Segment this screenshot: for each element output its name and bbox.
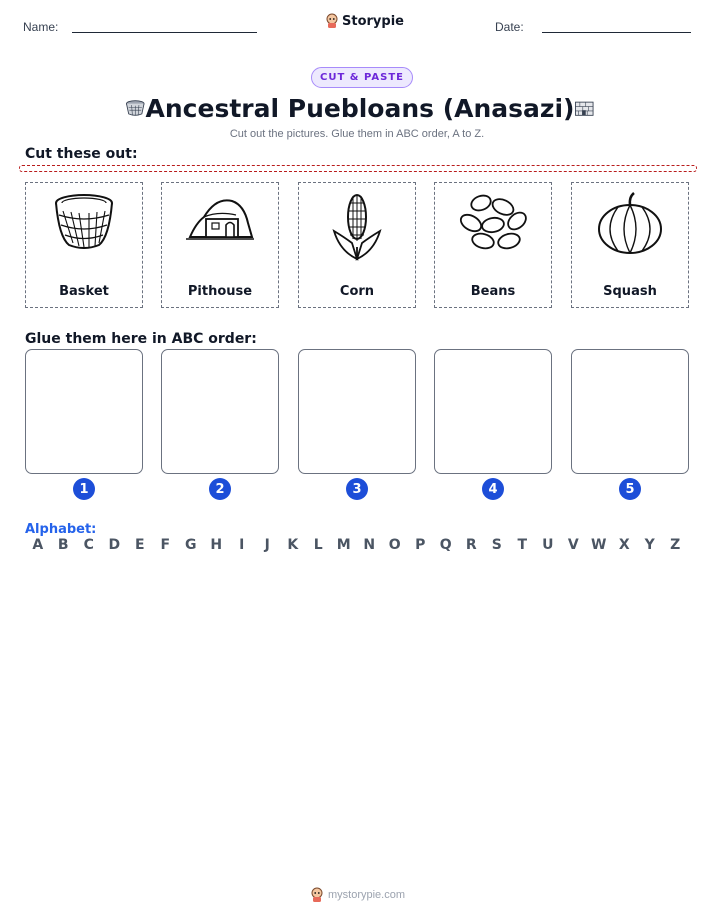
letter: Z [670,537,681,553]
order-number-2: 2 [209,478,231,500]
glue-box-3[interactable] [298,349,416,474]
basket-icon [125,96,146,120]
date-label: Date: [495,20,524,34]
date-line[interactable] [542,32,691,33]
letter: X [618,537,630,553]
pueblo-building-icon [574,96,595,120]
letter: I [239,537,245,553]
glue-section-heading: Glue them here in ABC order: [25,331,257,347]
letter: N [363,537,376,553]
card-label: Beans [470,284,516,299]
glue-box-5[interactable] [571,349,689,474]
letter: W [591,537,607,553]
cut-section-heading: Cut these out: [25,146,138,162]
letter: G [185,537,197,553]
page-title: Ancestral Puebloans (Anasazi) [145,93,575,123]
cut-card-squash[interactable] [571,182,689,308]
storypie-mascot-icon [325,13,339,29]
glue-box-2[interactable] [161,349,279,474]
footer-site[interactable]: mystorypie.com [328,889,406,901]
beans-icon [457,191,529,253]
title-row [125,92,595,124]
subtitle: Cut out the pictures. Glue them in ABC order, A to Z. [229,128,485,140]
footer [310,887,405,903]
cut-line [19,165,697,172]
letter: L [313,537,323,553]
card-label: Squash [603,284,657,299]
brand-name: Storypie [342,13,404,29]
order-number-3: 3 [346,478,368,500]
cut-paste-badge: CUT & PASTE [311,67,413,88]
letter: B [57,537,69,553]
glue-box-4[interactable] [434,349,552,474]
letter: C [83,537,94,553]
letter: T [517,537,528,553]
basket-icon [53,193,115,249]
letter: P [415,537,426,553]
letter: J [264,537,270,553]
letter: R [465,537,477,553]
pithouse-icon [186,193,254,243]
card-label: Corn [339,284,375,299]
cut-card-pithouse[interactable] [161,182,279,308]
letter: K [287,537,299,553]
corn-icon [330,191,384,261]
order-number-5: 5 [619,478,641,500]
name-line[interactable] [72,32,257,33]
alphabet-label: Alphabet: [25,522,97,537]
letter: M [336,537,351,553]
card-label: Pithouse [187,284,253,299]
letter: U [542,537,554,553]
cut-card-corn[interactable] [298,182,416,308]
storypie-mascot-icon [310,887,324,903]
name-label: Name: [23,20,59,34]
alphabet-letters [25,537,688,553]
letter: O [388,537,401,553]
letter: Q [439,537,452,553]
letter: E [134,537,145,553]
card-label: Basket [59,284,109,299]
letter: F [160,537,171,553]
order-number-4: 4 [482,478,504,500]
letter: A [32,537,44,553]
brand-logo [325,13,404,29]
order-number-1: 1 [73,478,95,500]
cut-card-beans[interactable] [434,182,552,308]
squash-icon [596,191,664,255]
cut-card-basket[interactable] [25,182,143,308]
letter: V [567,537,579,553]
glue-box-1[interactable] [25,349,143,474]
letter: S [491,537,502,553]
letter: D [108,537,121,553]
letter: Y [644,537,655,553]
letter: H [210,537,223,553]
